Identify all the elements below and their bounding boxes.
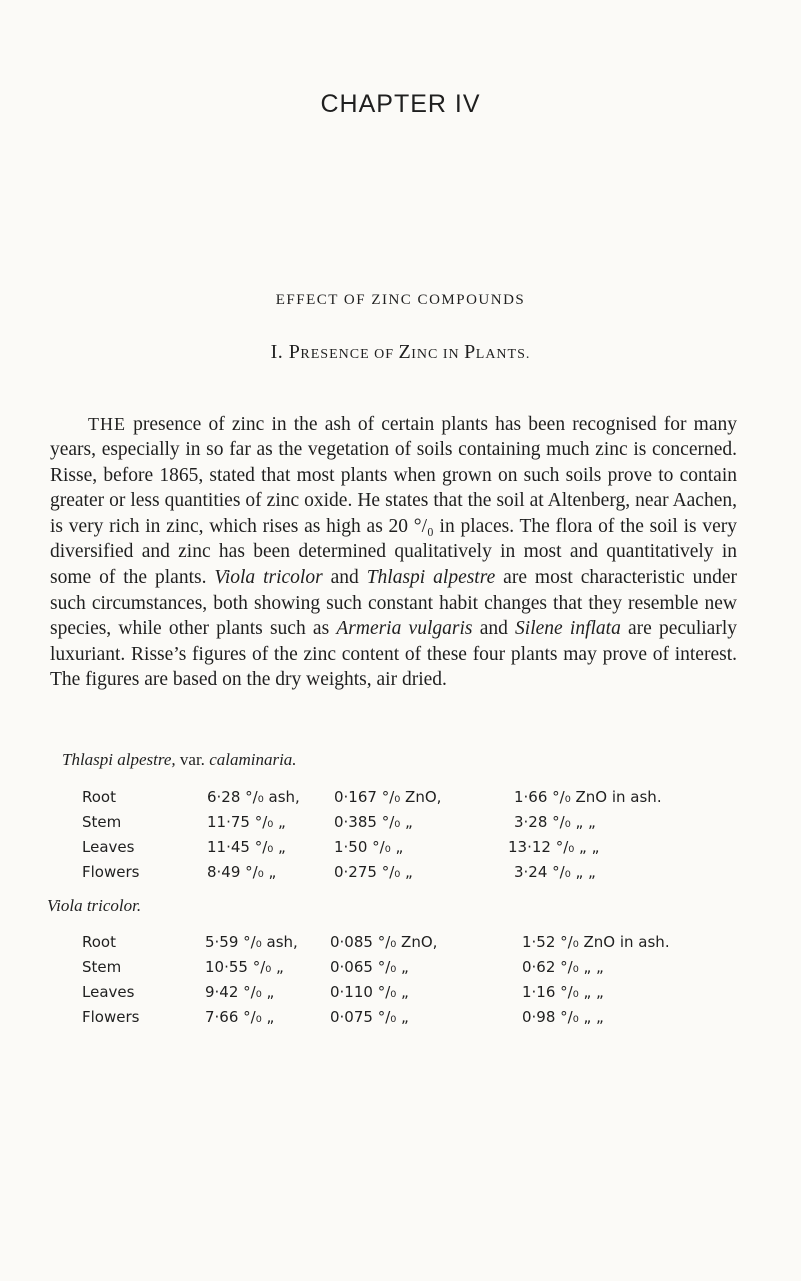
table1-title-variety: calaminaria. [209,750,297,769]
ash-value: 5·59 °/₀ ash, [205,933,298,951]
zno-ash-value: 13·12 °/₀ „ „ [508,838,600,856]
zno-ash-value: 1·52 °/₀ ZnO in ash. [522,933,670,951]
body-paragraph [50,412,737,694]
table-row [82,958,742,982]
row-label: Root [82,788,116,806]
paragraph-text: and [322,567,367,589]
table-row [82,933,742,957]
zno-ash-value: 3·24 °/₀ „ „ [514,863,596,881]
zno-ash-value: 0·98 °/₀ „ „ [522,1008,604,1026]
zno-value: 0·167 °/₀ ZnO, [334,788,442,806]
zno-value: 1·50 °/₀ „ [334,838,404,856]
zno-ash-value: 3·28 °/₀ „ „ [514,813,596,831]
zno-value: 0·065 °/₀ „ [330,958,409,976]
zno-ash-value: 1·16 °/₀ „ „ [522,983,604,1001]
paragraph-lead: THE [88,413,126,434]
ash-value: 7·66 °/₀ „ [205,1008,275,1026]
section-part-3-rest: LANTS. [475,347,531,362]
zno-ash-value: 0·62 °/₀ „ „ [522,958,604,976]
table-row [82,1008,742,1032]
table-row [82,838,742,862]
chapter-subtitle: EFFECT OF ZINC COMPOUNDS [275,292,526,308]
section-part-2-rest: INC IN [411,347,465,362]
section-heading [0,341,801,364]
ash-value: 11·75 °/₀ „ [207,813,286,831]
table-row [82,813,742,837]
paragraph-text: are most characteristic under such circumstances, both showing such constant habit changes that they resemble new species, while other plants such as [50,567,737,640]
ash-value: 6·28 °/₀ ash, [207,788,300,806]
table-row [82,788,742,812]
paragraph-text: are peculiarly luxuriant. Risse’s figures of the zinc content of these four plants may prove of interest. The figures are based on the dry weights, air dried. [50,618,737,691]
chapter-heading: CHAPTER IV [320,90,481,118]
row-label: Leaves [82,838,135,856]
species-name: Armeria vulgaris [336,618,473,640]
table2-title: Viola tricolor. [47,896,142,915]
species-name: Silene inflata [515,618,621,640]
paragraph-text: and [472,618,516,640]
table-row [82,863,742,887]
ash-value: 8·49 °/₀ „ [207,863,277,881]
table1-title-var: var. [175,750,210,769]
row-label: Leaves [82,983,135,1001]
section-part-1-rest: RESENCE OF [300,347,399,362]
row-label: Flowers [82,863,140,881]
species-name: Viola tricolor [214,567,323,589]
zno-value: 0·275 °/₀ „ [334,863,413,881]
table1-title [62,750,297,770]
row-label: Root [82,933,116,951]
zno-value: 0·385 °/₀ „ [334,813,413,831]
ash-value: 11·45 °/₀ „ [207,838,286,856]
section-part-1-cap: P [288,341,301,363]
zno-value: 0·110 °/₀ „ [330,983,409,1001]
table1-title-species: Thlaspi alpestre, [62,750,176,769]
row-label: Flowers [82,1008,140,1026]
section-numeral: I. [270,341,284,363]
zno-ash-value: 1·66 °/₀ ZnO in ash. [514,788,662,806]
ash-value: 9·42 °/₀ „ [205,983,275,1001]
ash-value: 10·55 °/₀ „ [205,958,284,976]
section-part-3-cap: P [464,341,476,363]
row-label: Stem [82,813,122,831]
zno-value: 0·085 °/₀ ZnO, [330,933,438,951]
section-part-2-cap: Z [398,341,412,363]
species-name: Thlaspi alpestre [366,567,496,589]
paragraph-text: presence of zinc in the ash of certain plants has been recognised for many years, especially in so far as the vegetation of soils containing much zinc is concerned. Risse, before 1865, stated that most plants when grown on such soils prove to contain greater or less quantities of zinc oxide. He states that the soil at Altenberg, near Aachen, is very rich in zinc, which rises as high as 20 °/₀ in places. The flora of the soil is very diversified and zinc has been determined qualitatively in most and quantitatively in some of the plants. [50,413,737,589]
row-label: Stem [82,958,122,976]
table-row [82,983,742,1007]
zno-value: 0·075 °/₀ „ [330,1008,409,1026]
